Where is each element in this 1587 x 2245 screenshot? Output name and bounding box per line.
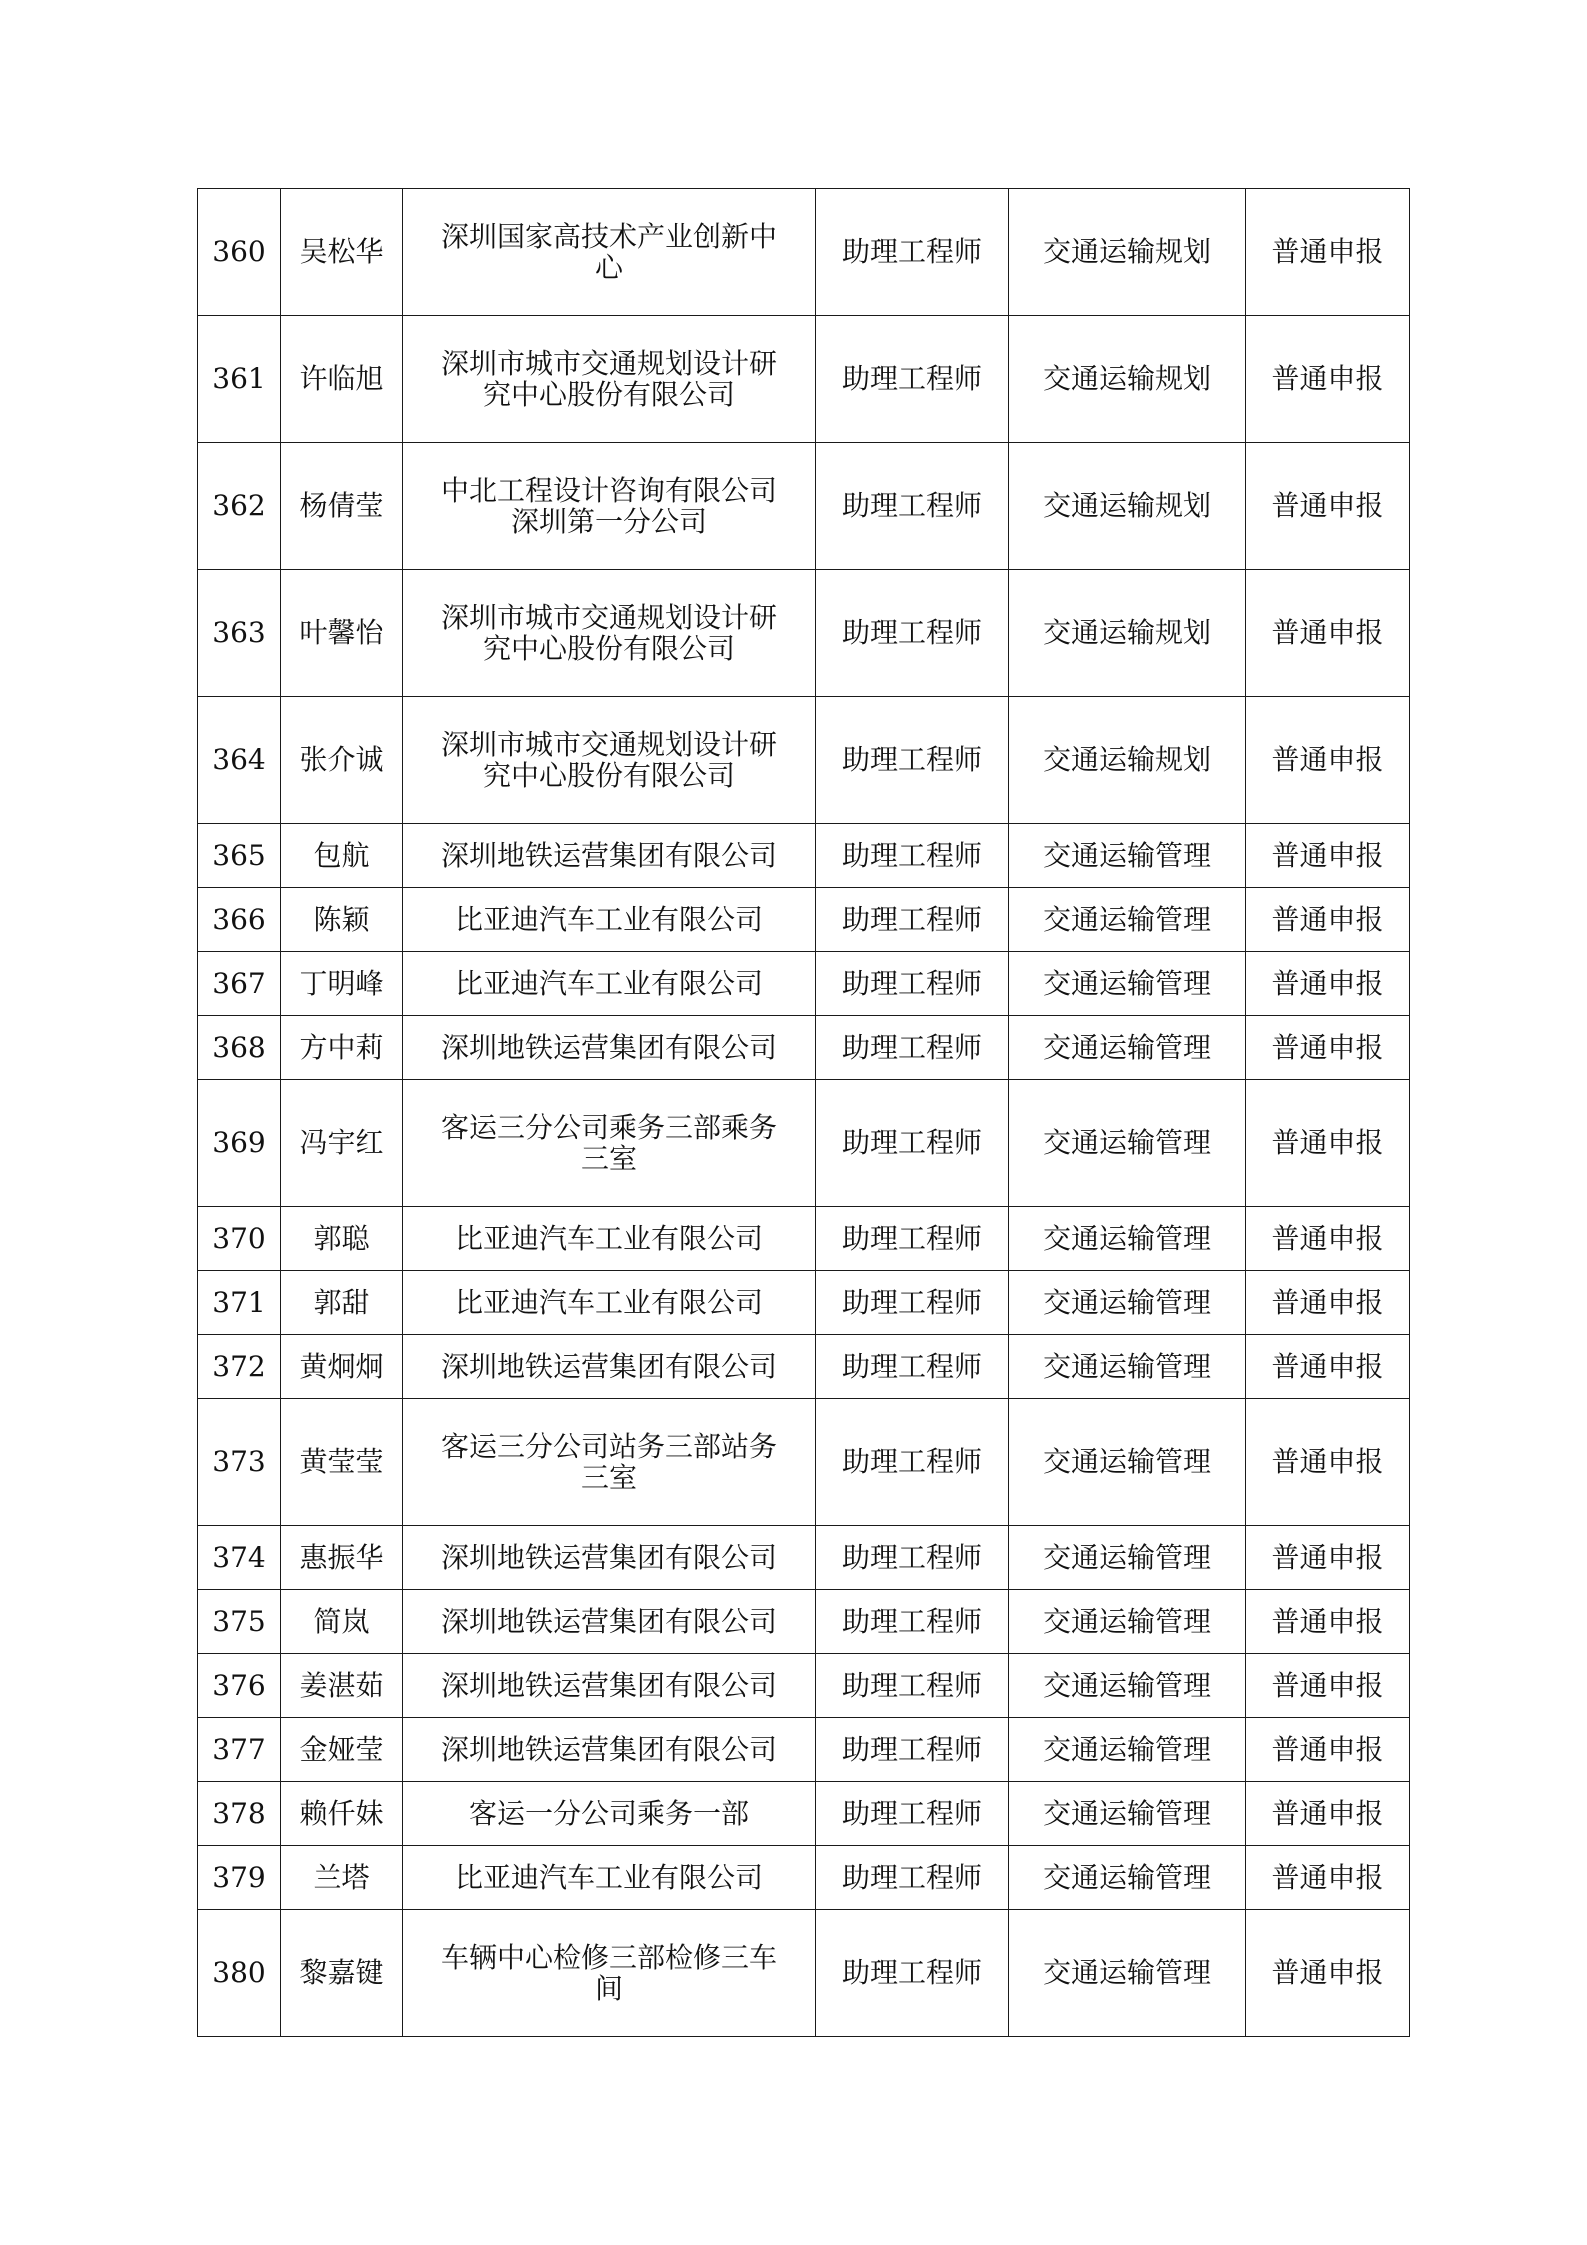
- work-unit: 深圳地铁运营集团有限公司: [403, 1335, 816, 1399]
- applicant-table-body: [198, 189, 1410, 2037]
- declaration-type: 普通申报: [1246, 1590, 1410, 1654]
- work-unit: 客运一分公司乘务一部: [403, 1782, 816, 1846]
- qualification: 助理工程师: [816, 1271, 1009, 1335]
- qualification: 助理工程师: [816, 443, 1009, 570]
- table-row: [198, 1782, 1410, 1846]
- qualification: 助理工程师: [816, 697, 1009, 824]
- row-number: 366: [198, 888, 281, 952]
- work-unit: 深圳市城市交通规划设计研究中心股份有限公司: [403, 570, 816, 697]
- specialty: 交通运输管理: [1009, 1271, 1246, 1335]
- qualification: 助理工程师: [816, 1782, 1009, 1846]
- declaration-type: 普通申报: [1246, 316, 1410, 443]
- work-unit: 深圳市城市交通规划设计研究中心股份有限公司: [403, 316, 816, 443]
- applicant-name: 姜湛茹: [281, 1654, 403, 1718]
- applicant-name: 郭聪: [281, 1207, 403, 1271]
- work-unit: 深圳地铁运营集团有限公司: [403, 1654, 816, 1718]
- row-number: 378: [198, 1782, 281, 1846]
- row-number: 375: [198, 1590, 281, 1654]
- row-number: 365: [198, 824, 281, 888]
- work-unit: 比亚迪汽车工业有限公司: [403, 1207, 816, 1271]
- applicant-name: 惠振华: [281, 1526, 403, 1590]
- declaration-type: 普通申报: [1246, 697, 1410, 824]
- table-row: [198, 1271, 1410, 1335]
- table-row: [198, 1080, 1410, 1207]
- declaration-type: 普通申报: [1246, 1718, 1410, 1782]
- declaration-type: 普通申报: [1246, 1271, 1410, 1335]
- qualification: 助理工程师: [816, 1654, 1009, 1718]
- applicant-name: 黎嘉键: [281, 1910, 403, 2037]
- row-number: 374: [198, 1526, 281, 1590]
- applicant-table: [197, 188, 1410, 2037]
- specialty: 交通运输管理: [1009, 1718, 1246, 1782]
- row-number: 372: [198, 1335, 281, 1399]
- work-unit: 客运三分公司乘务三部乘务三室: [403, 1080, 816, 1207]
- applicant-name: 陈颖: [281, 888, 403, 952]
- row-number: 362: [198, 443, 281, 570]
- declaration-type: 普通申报: [1246, 1910, 1410, 2037]
- table-row: [198, 1207, 1410, 1271]
- declaration-type: 普通申报: [1246, 1399, 1410, 1526]
- applicant-name: 郭甜: [281, 1271, 403, 1335]
- qualification: 助理工程师: [816, 1016, 1009, 1080]
- specialty: 交通运输管理: [1009, 1399, 1246, 1526]
- table-row: [198, 952, 1410, 1016]
- row-number: 373: [198, 1399, 281, 1526]
- specialty: 交通运输管理: [1009, 1207, 1246, 1271]
- table-row: [198, 888, 1410, 952]
- table-row: [198, 1910, 1410, 2037]
- declaration-type: 普通申报: [1246, 888, 1410, 952]
- declaration-type: 普通申报: [1246, 189, 1410, 316]
- table-row: [198, 1526, 1410, 1590]
- work-unit: 中北工程设计咨询有限公司深圳第一分公司: [403, 443, 816, 570]
- qualification: 助理工程师: [816, 1718, 1009, 1782]
- row-number: 380: [198, 1910, 281, 2037]
- qualification: 助理工程师: [816, 1910, 1009, 2037]
- applicant-name: 丁明峰: [281, 952, 403, 1016]
- row-number: 376: [198, 1654, 281, 1718]
- table-row: [198, 1335, 1410, 1399]
- specialty: 交通运输管理: [1009, 1590, 1246, 1654]
- table-row: [198, 1654, 1410, 1718]
- applicant-name: 杨倩莹: [281, 443, 403, 570]
- declaration-type: 普通申报: [1246, 570, 1410, 697]
- row-number: 361: [198, 316, 281, 443]
- row-number: 368: [198, 1016, 281, 1080]
- qualification: 助理工程师: [816, 316, 1009, 443]
- qualification: 助理工程师: [816, 1846, 1009, 1910]
- applicant-name: 张介诚: [281, 697, 403, 824]
- specialty: 交通运输规划: [1009, 570, 1246, 697]
- qualification: 助理工程师: [816, 952, 1009, 1016]
- row-number: 369: [198, 1080, 281, 1207]
- declaration-type: 普通申报: [1246, 952, 1410, 1016]
- work-unit: 深圳地铁运营集团有限公司: [403, 1718, 816, 1782]
- table-row: [198, 443, 1410, 570]
- row-number: 377: [198, 1718, 281, 1782]
- specialty: 交通运输管理: [1009, 1016, 1246, 1080]
- declaration-type: 普通申报: [1246, 1654, 1410, 1718]
- work-unit: 车辆中心检修三部检修三车间: [403, 1910, 816, 2037]
- specialty: 交通运输管理: [1009, 1782, 1246, 1846]
- specialty: 交通运输管理: [1009, 1910, 1246, 2037]
- applicant-name: 黄莹莹: [281, 1399, 403, 1526]
- table-row: [198, 1590, 1410, 1654]
- specialty: 交通运输规划: [1009, 316, 1246, 443]
- qualification: 助理工程师: [816, 189, 1009, 316]
- row-number: 364: [198, 697, 281, 824]
- table-row: [198, 1718, 1410, 1782]
- applicant-name: 包航: [281, 824, 403, 888]
- applicant-name: 兰塔: [281, 1846, 403, 1910]
- specialty: 交通运输管理: [1009, 1335, 1246, 1399]
- specialty: 交通运输管理: [1009, 952, 1246, 1016]
- applicant-name: 方中莉: [281, 1016, 403, 1080]
- table-row: [198, 1846, 1410, 1910]
- specialty: 交通运输规划: [1009, 189, 1246, 316]
- work-unit: 深圳地铁运营集团有限公司: [403, 824, 816, 888]
- applicant-name: 金娅莹: [281, 1718, 403, 1782]
- specialty: 交通运输管理: [1009, 1080, 1246, 1207]
- row-number: 370: [198, 1207, 281, 1271]
- specialty: 交通运输规划: [1009, 443, 1246, 570]
- applicant-name: 吴松华: [281, 189, 403, 316]
- specialty: 交通运输管理: [1009, 888, 1246, 952]
- row-number: 360: [198, 189, 281, 316]
- row-number: 367: [198, 952, 281, 1016]
- row-number: 379: [198, 1846, 281, 1910]
- qualification: 助理工程师: [816, 1526, 1009, 1590]
- applicant-name: 叶馨怡: [281, 570, 403, 697]
- work-unit: 深圳地铁运营集团有限公司: [403, 1590, 816, 1654]
- work-unit: 比亚迪汽车工业有限公司: [403, 1846, 816, 1910]
- declaration-type: 普通申报: [1246, 443, 1410, 570]
- specialty: 交通运输管理: [1009, 1654, 1246, 1718]
- qualification: 助理工程师: [816, 824, 1009, 888]
- declaration-type: 普通申报: [1246, 1782, 1410, 1846]
- work-unit: 客运三分公司站务三部站务三室: [403, 1399, 816, 1526]
- qualification: 助理工程师: [816, 1080, 1009, 1207]
- applicant-name: 黄炯炯: [281, 1335, 403, 1399]
- applicant-name: 赖仟妹: [281, 1782, 403, 1846]
- table-row: [198, 1016, 1410, 1080]
- qualification: 助理工程师: [816, 570, 1009, 697]
- qualification: 助理工程师: [816, 1335, 1009, 1399]
- applicant-name: 许临旭: [281, 316, 403, 443]
- specialty: 交通运输管理: [1009, 824, 1246, 888]
- declaration-type: 普通申报: [1246, 1080, 1410, 1207]
- document-page: [197, 188, 1409, 2037]
- work-unit: 深圳国家高技术产业创新中心: [403, 189, 816, 316]
- qualification: 助理工程师: [816, 1207, 1009, 1271]
- declaration-type: 普通申报: [1246, 1846, 1410, 1910]
- table-row: [198, 697, 1410, 824]
- row-number: 363: [198, 570, 281, 697]
- work-unit: 深圳地铁运营集团有限公司: [403, 1526, 816, 1590]
- row-number: 371: [198, 1271, 281, 1335]
- work-unit: 比亚迪汽车工业有限公司: [403, 1271, 816, 1335]
- table-row: [198, 189, 1410, 316]
- applicant-name: 冯宇红: [281, 1080, 403, 1207]
- declaration-type: 普通申报: [1246, 1526, 1410, 1590]
- work-unit: 深圳地铁运营集团有限公司: [403, 1016, 816, 1080]
- qualification: 助理工程师: [816, 1399, 1009, 1526]
- qualification: 助理工程师: [816, 1590, 1009, 1654]
- table-row: [198, 570, 1410, 697]
- declaration-type: 普通申报: [1246, 1207, 1410, 1271]
- qualification: 助理工程师: [816, 888, 1009, 952]
- declaration-type: 普通申报: [1246, 1016, 1410, 1080]
- declaration-type: 普通申报: [1246, 824, 1410, 888]
- specialty: 交通运输管理: [1009, 1846, 1246, 1910]
- declaration-type: 普通申报: [1246, 1335, 1410, 1399]
- work-unit: 比亚迪汽车工业有限公司: [403, 888, 816, 952]
- table-row: [198, 316, 1410, 443]
- specialty: 交通运输规划: [1009, 697, 1246, 824]
- applicant-name: 简岚: [281, 1590, 403, 1654]
- work-unit: 深圳市城市交通规划设计研究中心股份有限公司: [403, 697, 816, 824]
- table-row: [198, 1399, 1410, 1526]
- specialty: 交通运输管理: [1009, 1526, 1246, 1590]
- table-row: [198, 824, 1410, 888]
- work-unit: 比亚迪汽车工业有限公司: [403, 952, 816, 1016]
